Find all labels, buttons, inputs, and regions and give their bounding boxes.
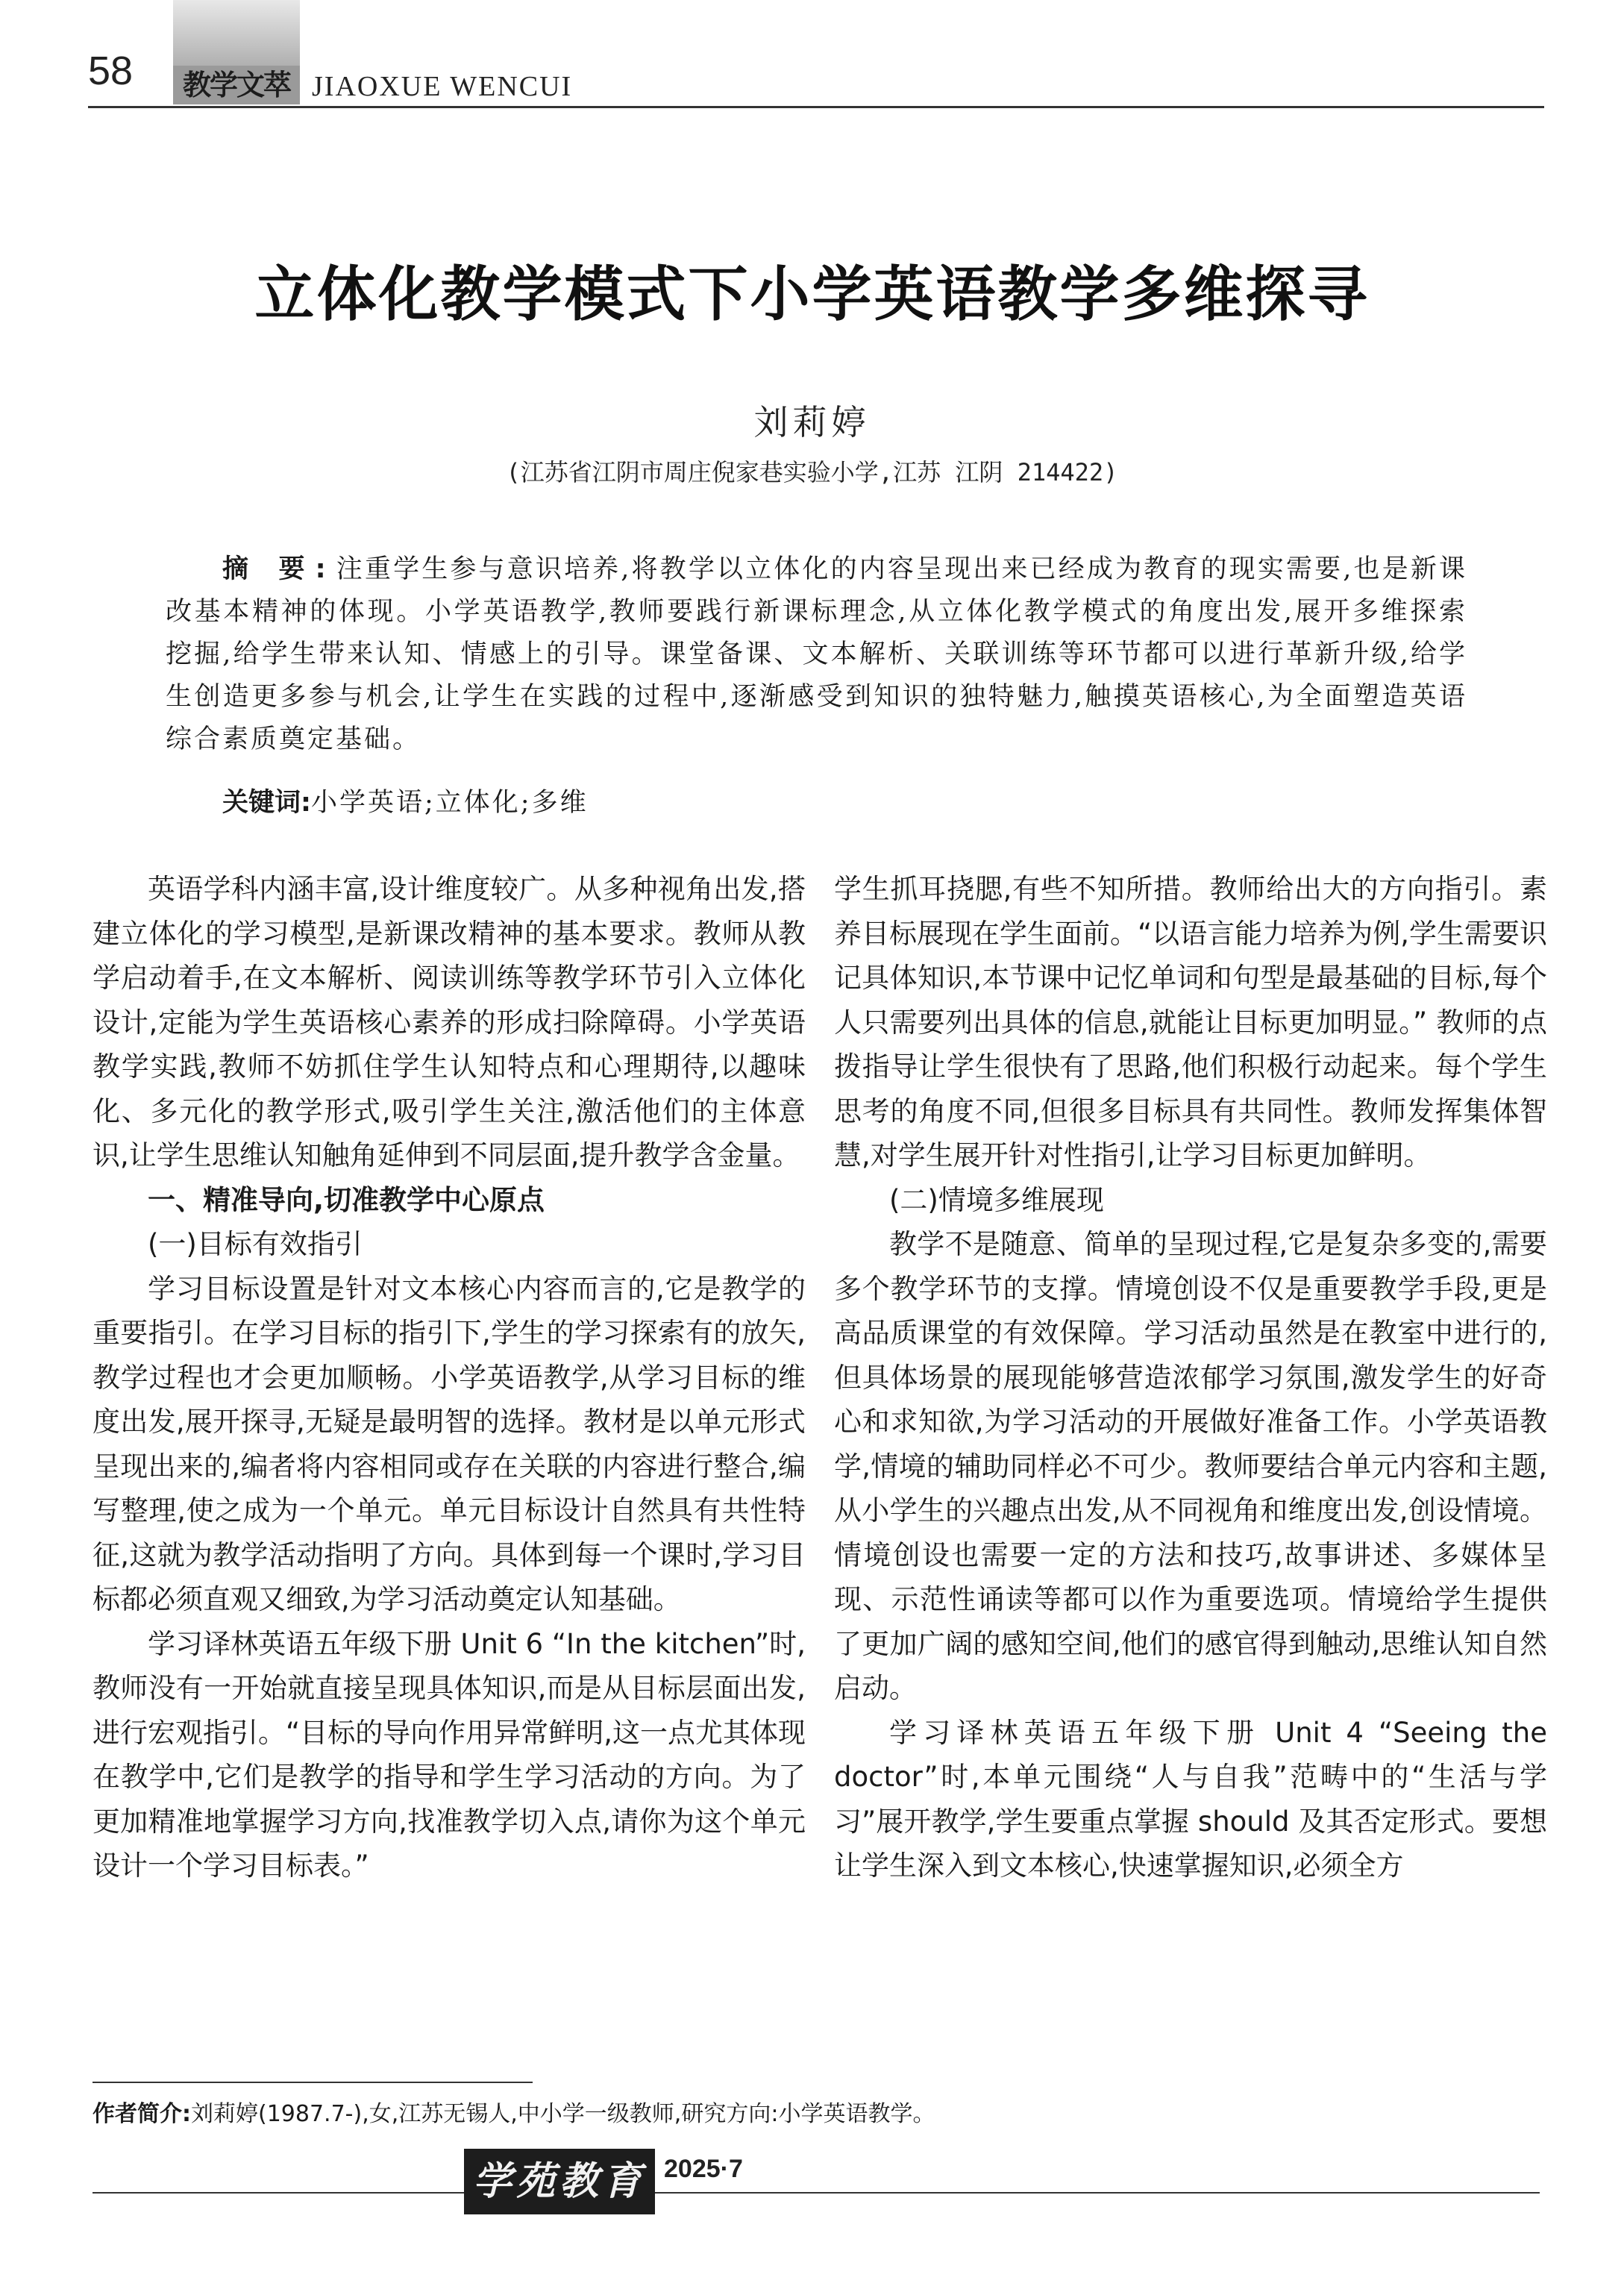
author-name: 刘莉婷	[753, 402, 871, 442]
author-bio-footnote	[93, 2095, 1540, 2128]
journal-logo: 学苑教育	[464, 2149, 655, 2214]
keywords-text: 小学英语;立体化;多维	[311, 788, 589, 818]
section-heading: 一、精准导向,切准教学中心原点	[148, 1183, 545, 1216]
journal-name-latin: JIAOXUE WENCUI	[312, 71, 573, 102]
keywords	[222, 782, 1416, 819]
abstract-label: 摘 要:	[222, 554, 336, 584]
abstract	[166, 548, 1467, 761]
journal-badge-gradient	[173, 0, 300, 66]
subsection-heading: (二)情境多维展现	[889, 1183, 1104, 1216]
body-paragraph: 学习目标设置是针对文本核心内容而言的,它是教学的重要指引。在学习目标的指引下,学生的学习探索有的放矢,教学过程也才会更加顺畅。小学英语教学,从学习目标的维度出发,展开探寻,无疑是最明智的选择。教材是以单元形式呈现出来的,编者将内容相同或存在关联的内容进行整合,编写整理,使之成为一个单元。单元目标设计自然具有共性特征,这就为教学活动指明了方向。具体到每一个课时,学习目标都必须直观又细致,为学习活动奠定认知基础。	[93, 1272, 806, 1615]
footnote-text: 刘莉婷(1987.7-),女,江苏无锡人,中小学一级教师,研究方向:小学英语教学。	[191, 2101, 935, 2127]
issue-label: 2025·7	[664, 2155, 743, 2183]
body-column-left	[93, 867, 806, 1888]
body-paragraph: 学生抓耳挠腮,有些不知所措。教师给出大的方向指引。素养目标展现在学生面前。“以语言能力培养为例,学生需要识记具体知识,本节课中记忆单词和句型是最基础的目标,每个人只需要列出具体的信息,就能让目标更加明显。” 教师的点拨指导让学生很快有了思路,他们积极行动起来。每个学生思考的角度不同,但很多目标具有共同性。教师发挥集体智慧,对学生展开针对性指引,让学习目标更加鲜明。	[834, 873, 1547, 1171]
article-title: 立体化教学模式下小学英语教学多维探寻	[254, 260, 1370, 329]
body-paragraph: 英语学科内涵丰富,设计维度较广。从多种视角出发,搭建立体化的学习模型,是新课改精神的基本要求。教师从教学启动着手,在文本解析、阅读训练等教学环节引入立体化设计,定能为学生英语核心素养的形成扫除障碍。小学英语教学实践,教师不妨抓住学生认知特点和心理期待,以趣味化、多元化的教学形式,吸引学生关注,激活他们的主体意识,让学生思维认知触角延伸到不同层面,提升教学含金量。	[93, 873, 806, 1171]
body-column-right	[834, 867, 1547, 1888]
body-paragraph: 学习译林英语五年级下册 Unit 6 “In the kitchen”时,教师没有一开始就直接呈现具体知识,而是从目标层面出发,进行宏观指引。“目标的导向作用异常鲜明,这一点尤其体现在教学中,它们是教学的指导和学生学习活动的方向。为了更加精准地掌握学习方向,找准教学切入点,请你为这个单元设计一个学习目标表。”	[93, 1627, 806, 1882]
header-rule	[88, 106, 1544, 108]
subsection-heading: (一)目标有效指引	[148, 1228, 363, 1260]
page-number: 58	[88, 48, 134, 93]
body-paragraph: 教学不是随意、简单的呈现过程,它是复杂多变的,需要多个教学环节的支撑。情境创设不仅是重要教学手段,更是高品质课堂的有效保障。学习活动虽然是在教室中进行的,但具体场景的展现能够营造浓郁学习氛围,激发学生的好奇心和求知欲,为学习活动的开展做好准备工作。小学英语教学,情境的辅助同样必不可少。教师要结合单元内容和主题,从小学生的兴趣点出发,从不同视角和维度出发,创设情境。情境创设也需要一定的方法和技巧,故事讲述、多媒体呈现、示范性诵读等都可以作为重要选项。情境给学生提供了更加广阔的感知空间,他们的感官得到触动,思维认知自然启动。	[834, 1228, 1547, 1704]
keywords-label: 关键词:	[222, 788, 311, 818]
body-paragraph: 学习译林英语五年级下册 Unit 4 “Seeing the doctor”时,本单元围绕“人与自我”范畴中的“生活与学习”展开教学,学生要重点掌握 should 及其否定形式。要想让学生深入到文本核心,快速掌握知识,必须全方	[834, 1716, 1547, 1882]
journal-name-cn: 教学文萃	[173, 66, 300, 104]
footnote-rule	[93, 2082, 533, 2083]
abstract-text: 注重学生参与意识培养,将教学以立体化的内容呈现出来已经成为教育的现实需要,也是新课改基本精神的体现。小学英语教学,教师要践行新课标理念,从立体化教学模式的角度出发,展开多维探索挖掘,给学生带来认知、情感上的引导。课堂备课、文本解析、关联训练等环节都可以进行革新升级,给学生创造更多参与机会,让学生在实践的过程中,逐渐感受到知识的独特魅力,触摸英语核心,为全面塑造英语综合素质奠定基础。	[166, 554, 1467, 754]
footnote-label: 作者简介:	[93, 2101, 191, 2127]
footer-rule	[93, 2192, 1540, 2194]
author-affiliation: (江苏省江阴市周庄倪家巷实验小学,江苏 江阴 214422)	[506, 458, 1118, 486]
